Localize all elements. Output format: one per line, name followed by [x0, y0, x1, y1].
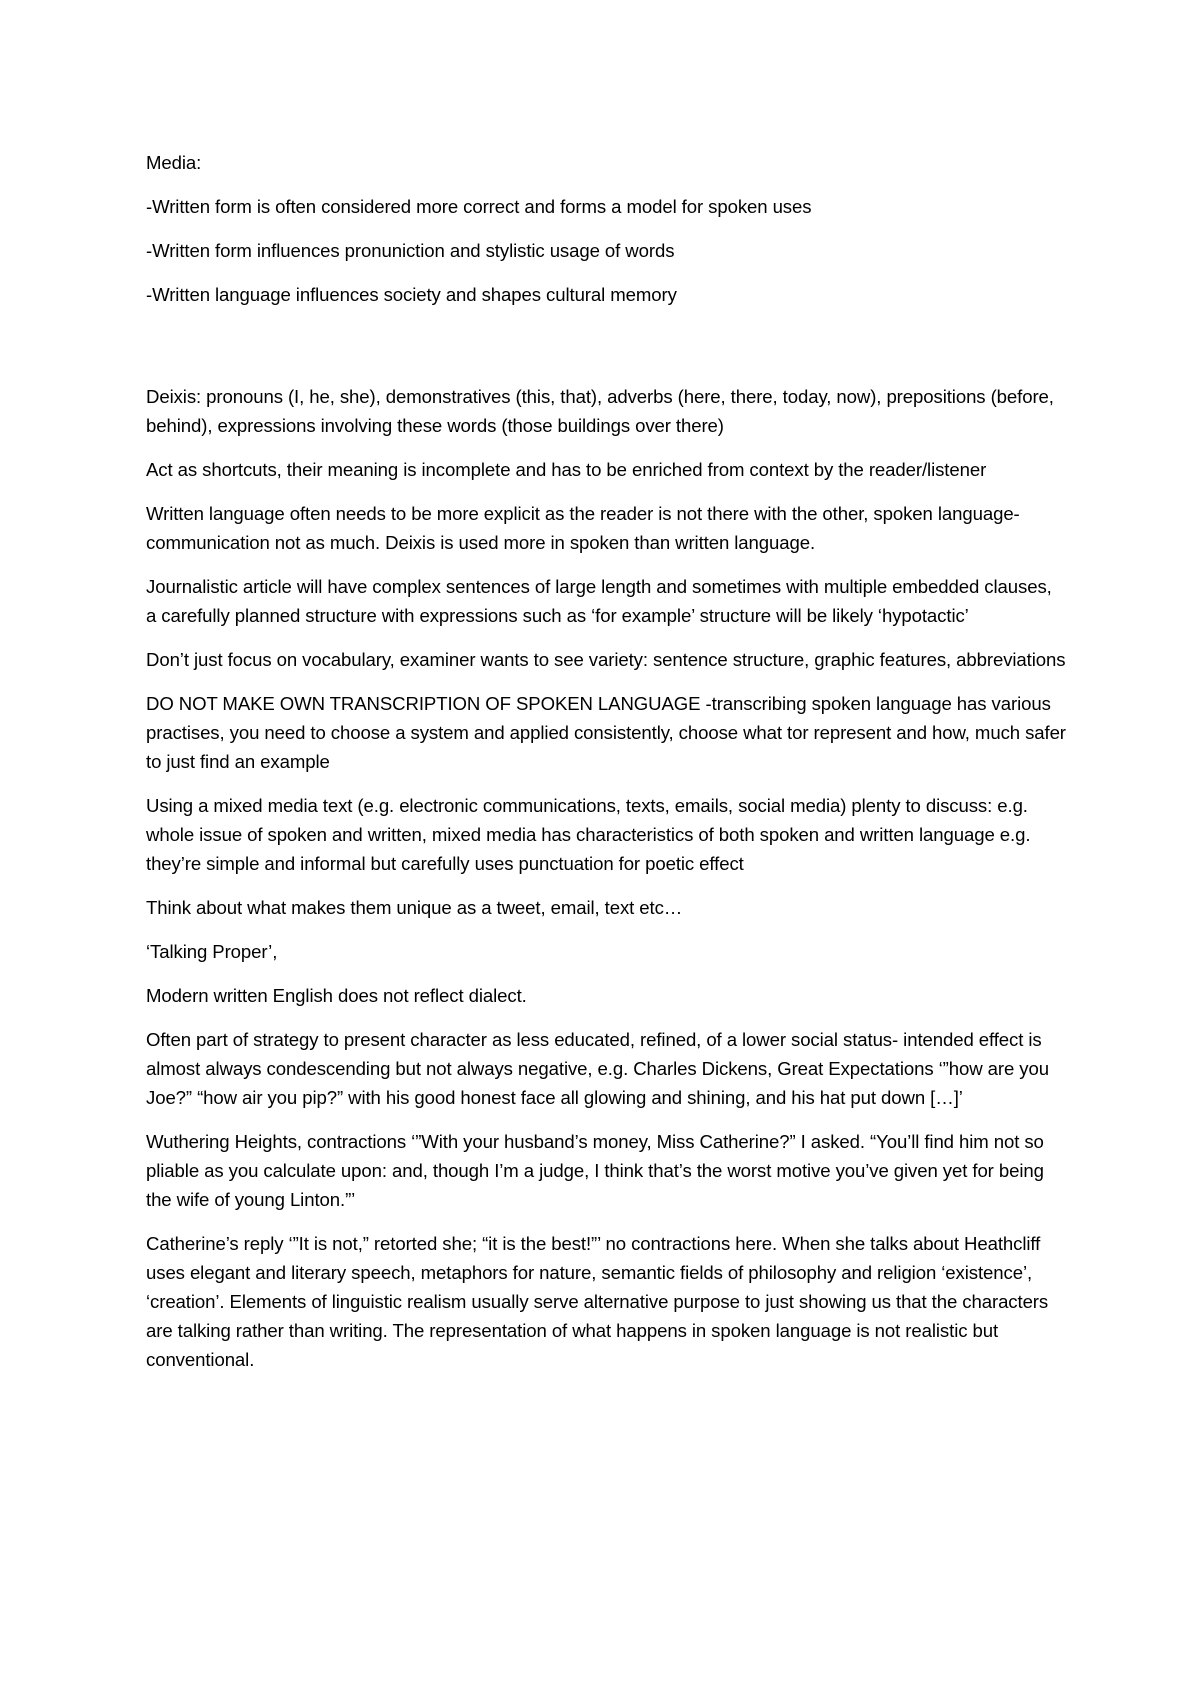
paragraph-shortcuts: Act as shortcuts, their meaning is incomplete and has to be enriched from context by the reader/listener — [146, 459, 987, 480]
paragraph-variety: Don’t just focus on vocabulary, examiner wants to see variety: sentence structure, graphic features, abbreviations — [146, 649, 1066, 670]
document-body — [146, 148, 1066, 1389]
paragraph-unique: Think about what makes them unique as a tweet, email, text etc… — [146, 897, 683, 918]
media-point: -Written language influences society and shapes cultural memory — [146, 284, 677, 305]
paragraph-dialect: Modern written English does not reflect dialect. — [146, 985, 527, 1006]
paragraph-mixed-media: Using a mixed media text (e.g. electronic communications, texts, emails, social media) plenty to discuss: e.g. whole issue of spoken and written, mixed media has characteristics of both spoken and written language e.g. they’re simple and informal but carefully uses punctuation for poetic effect — [146, 795, 1031, 874]
media-point: -Written form influences pronuniction and stylistic usage of words — [146, 240, 675, 261]
paragraph-explicit: Written language often needs to be more explicit as the reader is not there with the other, spoken language-communication not as much. Deixis is used more in spoken than written language. — [146, 503, 1020, 553]
section-heading-media: Media: — [146, 152, 202, 173]
media-point: -Written form is often considered more correct and forms a model for spoken uses — [146, 196, 812, 217]
section-gap — [146, 324, 1066, 382]
paragraph-catherine-reply: Catherine’s reply ‘”It is not,” retorted she; “it is the best!”’ no contractions here. When she talks about Heathcliff uses elegant and literary speech, metaphors for nature, semantic fields of philosophy and religion ‘existence’, ‘creation’. Elements of linguistic realism usually serve alternative purpose to just showing us that the characters are talking rather than writing. The representation of what happens in spoken language is not realistic but conventional. — [146, 1233, 1049, 1370]
paragraph-talking-proper: ‘Talking Proper’, — [146, 941, 278, 962]
paragraph-wuthering-heights: Wuthering Heights, contractions ‘”With your husband’s money, Miss Catherine?” I asked. “You’ll find him not so pliable as you calculate upon: and, though I’m a judge, I think that’s the worst motive you’ve given yet for being the wife of young Linton.”’ — [146, 1131, 1044, 1210]
paragraph-transcription: DO NOT MAKE OWN TRANSCRIPTION OF SPOKEN LANGUAGE -transcribing spoken language has various practises, you need to choose a system and applied consistently, choose what tor represent and how, much safer to just find an example — [146, 693, 1066, 772]
paragraph-journalistic: Journalistic article will have complex sentences of large length and sometimes with multiple embedded clauses, a carefully planned structure with expressions such as ‘for example’ structure will be likely ‘hypotactic’ — [146, 576, 1052, 626]
paragraph-dickens: Often part of strategy to present character as less educated, refined, of a lower social status- intended effect is almost always condescending but not always negative, e.g. Charles Dickens, Great Expectations ‘”how are you Joe?” “how air you pip?” with his good honest face all glowing and shining, and his hat put down […]’ — [146, 1029, 1049, 1108]
paragraph-deixis: Deixis: pronouns (I, he, she), demonstratives (this, that), adverbs (here, there, today, now), prepositions (before, behind), expressions involving these words (those buildings over there) — [146, 386, 1054, 436]
